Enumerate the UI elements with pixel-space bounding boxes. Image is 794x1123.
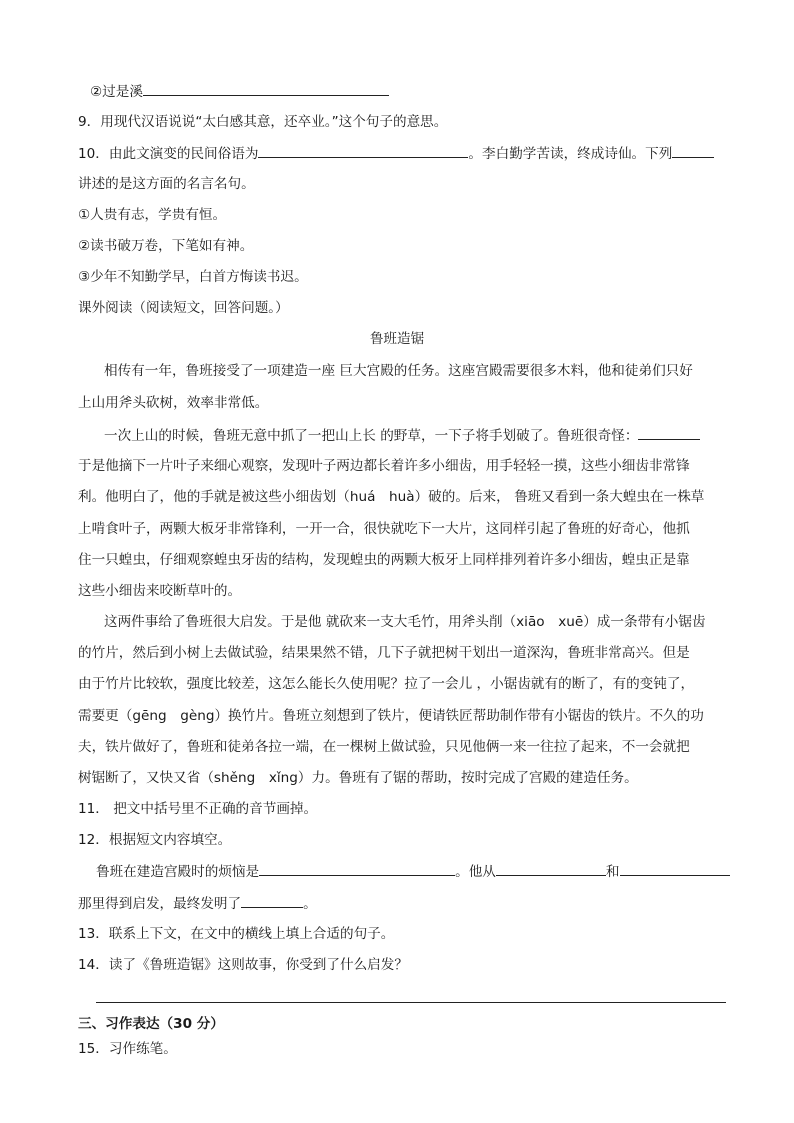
q12-text-c: 和 xyxy=(605,864,620,880)
q10-line-2: 讲述的是这方面的名言名句。 xyxy=(78,176,255,192)
question-15: 15．习作练笔。 xyxy=(78,1041,177,1057)
paragraph-2-line xyxy=(104,425,700,446)
paragraph-1-line: 上山用斧头砍树，效率非常低。 xyxy=(78,395,269,411)
paragraph-3-line: 夫，铁片做好了，鲁班和徒弟各拉一端，在一棵树上做试验，只见他俩一来一往拉了起来，不一会就把 xyxy=(78,739,690,755)
q12-fill-line-1 xyxy=(96,861,730,882)
q8-item-2-text: ②过是溪 xyxy=(90,84,143,100)
answer-blank[interactable] xyxy=(638,425,700,440)
q12-fill-line-2 xyxy=(78,893,317,914)
q10-text-b: 。李白勤学苦读，终成诗仙。下列 xyxy=(468,146,673,162)
question-9: 9．用现代汉语说说“太白感其意，还卒业。”这个句子的意思。 xyxy=(78,114,448,130)
paragraph-3-line: 树锯断了，又快又省（shěng xǐng）力。鲁班有了锯的帮助，按时完成了宫殿的建造任务。 xyxy=(78,770,638,786)
answer-blank[interactable] xyxy=(496,861,606,876)
question-11: 11． 把文中括号里不正确的音节画掉。 xyxy=(78,801,318,817)
q8-item-2 xyxy=(90,81,389,102)
paragraph-2-line: 住一只蝗虫，仔细观察蝗虫牙齿的结构，发现蝗虫的两颗大板牙上同样排列着许多小细齿，蝗虫正是靠 xyxy=(78,552,690,568)
q12-text-a: 鲁班在建造宫殿时的烦恼是 xyxy=(96,864,260,880)
q10-text-a: 10．由此文演变的民间俗语为 xyxy=(78,146,259,162)
paragraph-2-line: 于是他摘下一片叶子来细心观察，发现叶子两边都长着许多小细齿，用手轻轻一摸，这些小细齿非常锋 xyxy=(78,458,690,474)
option-1: ①人贵有志，学贵有恒。 xyxy=(78,207,227,223)
answer-blank[interactable] xyxy=(672,143,714,158)
extra-reading-heading: 课外阅读（阅读短文，回答问题。） xyxy=(78,300,289,316)
paragraph-3-line: 这两件事给了鲁班很大启发。于是他 就砍来一支大毛竹，用斧头削（xiāo xuē）成一条带有小锯齿 xyxy=(104,614,706,630)
question-14: 14．读了《鲁班造锯》这则故事，你受到了什么启发？ xyxy=(78,957,408,973)
q12-text-e: 。 xyxy=(303,896,317,912)
option-3: ③少年不知勤学早，白首方悔读书迟。 xyxy=(78,269,308,285)
question-13: 13．联系上下文，在文中的横线上填上合适的句子。 xyxy=(78,926,395,942)
answer-blank[interactable] xyxy=(143,81,389,96)
option-2: ②读书破万卷，下笔如有神。 xyxy=(78,238,254,254)
paragraph-2-line: 上啃食叶子，两颗大板牙非常锋利，一开一合，很快就吃下一大片，这同样引起了鲁班的好奇心，他抓 xyxy=(78,521,690,537)
answer-line[interactable] xyxy=(96,1002,726,1003)
paragraph-1-line: 相传有一年，鲁班接受了一项建造一座 巨大宫殿的任务。这座宫殿需要很多木料，他和徒弟们只好 xyxy=(104,363,693,379)
paragraph-2-line: 这些小细齿来咬断草叶的。 xyxy=(78,583,242,599)
paragraph-2-line: 利。他明白了，他的手就是被这些小细齿划（huá huà）破的。后来， 鲁班又看到一条大蝗虫在一株草 xyxy=(78,489,705,505)
answer-blank[interactable] xyxy=(259,861,455,876)
paragraph-3-line: 的竹片，然后到小树上去做试验，结果果然不错，几下子就把树干划出一道深沟，鲁班非常高兴。但是 xyxy=(78,645,690,661)
paragraph-3-line: 需要更（gēng gèng）换竹片。鲁班立刻想到了铁片，便请铁匠帮助制作带有小锯齿的铁片。不久的功 xyxy=(78,708,704,724)
answer-blank[interactable] xyxy=(258,143,468,158)
question-10 xyxy=(78,143,714,164)
section-3-heading: 三、习作表达（30 分） xyxy=(78,1016,224,1032)
passage-title: 鲁班造锯 xyxy=(369,331,425,347)
question-12: 12．根据短文内容填空。 xyxy=(78,832,232,848)
answer-blank[interactable] xyxy=(241,893,303,908)
p2-line-1-text: 一次上山的时候，鲁班无意中抓了一把山上长 的野草，一下子将手划破了。鲁班很奇怪： xyxy=(104,428,639,444)
q12-text-b: 。他从 xyxy=(455,864,496,880)
answer-blank[interactable] xyxy=(620,861,730,876)
q12-text-d: 那里得到启发，最终发明了 xyxy=(78,896,242,912)
paragraph-3-line: 由于竹片比较软，强度比较差，这怎么能长久使用呢？拉了一会儿 ，小锯齿就有的断了，有的变钝了， xyxy=(78,676,695,692)
